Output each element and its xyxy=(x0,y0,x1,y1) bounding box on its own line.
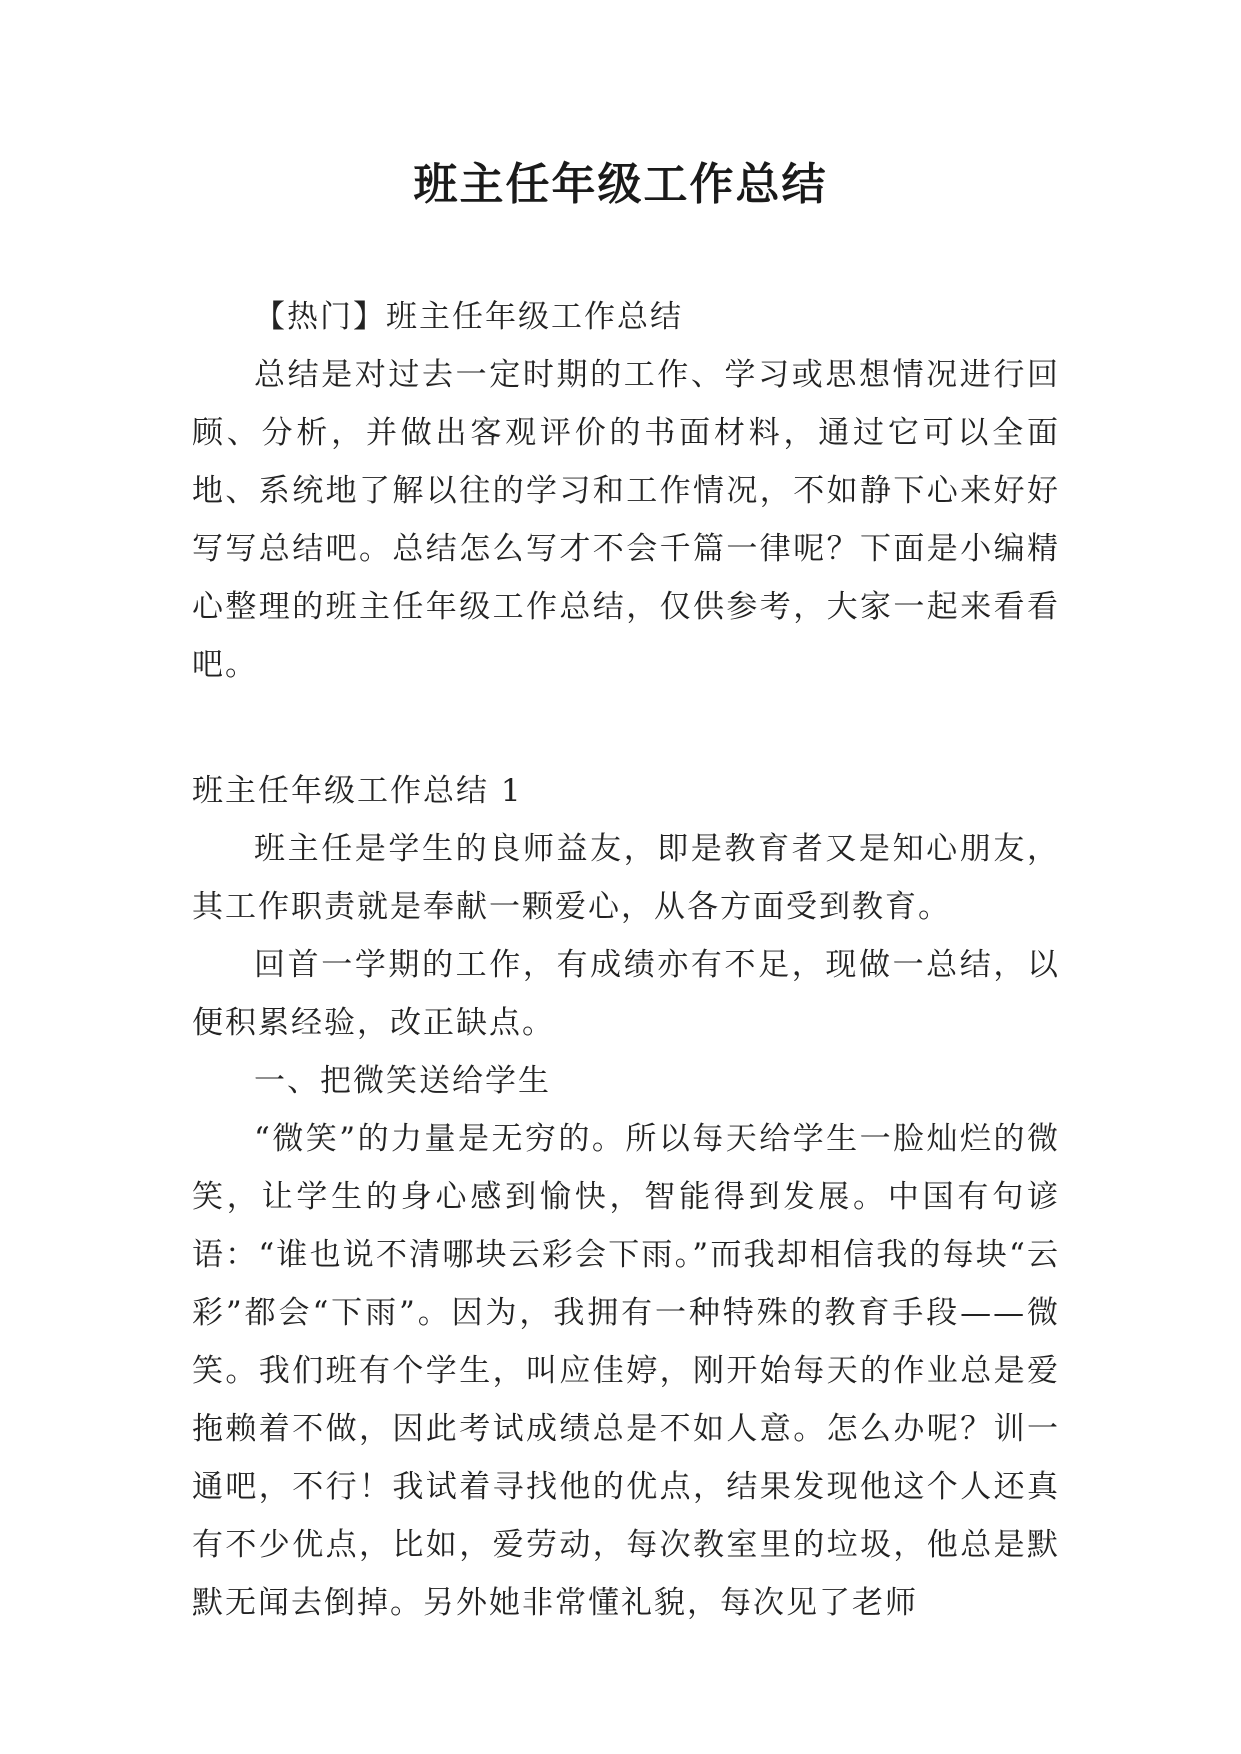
subsection-heading: 一、把微笑送给学生 xyxy=(254,1063,551,1099)
body-paragraph: “微笑”的力量是无穷的。所以每天给学生一脸灿烂的微笑，让学生的身心感到愉快，智能得到发展。中国有句谚语：“谁也说不清哪块云彩会下雨。”而我却相信我的每块“云彩”都会“下雨”。因为，我拥有一种特殊的教育手段——微笑。我们班有个学生，叫应佳婷，刚开始每天的作业总是爱拖赖着不做，因此考试成绩总是不如人意。怎么办呢？训一通吧，不行！我试着寻找他的优点，结果发现他这个人还真有不少优点，比如，爱劳动，每次教室里的垃圾，他总是默默无闻去倒掉。另外她非常懂礼貌，每次见了老师 xyxy=(192,1121,1060,1621)
document-body xyxy=(192,288,1060,1632)
body-paragraph: 回首一学期的工作，有成绩亦有不足，现做一总结，以便积累经验，改正缺点。 xyxy=(192,947,1060,1041)
body-paragraph: 班主任是学生的良师益友，即是教育者又是知心朋友，其工作职责就是奉献一颗爱心，从各方面受到教育。 xyxy=(192,831,1060,925)
intro-tag: 【热门】班主任年级工作总结 xyxy=(254,299,683,335)
intro-paragraph: 总结是对过去一定时期的工作、学习或思想情况进行回顾、分析，并做出客观评价的书面材料，通过它可以全面地、系统地了解以往的学习和工作情况，不如静下心来好好写写总结吧。总结怎么写才不会千篇一律呢？下面是小编精心整理的班主任年级工作总结，仅供参考，大家一起来看看吧。 xyxy=(192,357,1060,683)
document-title: 班主任年级工作总结 xyxy=(413,159,828,210)
section-title: 班主任年级工作总结 1 xyxy=(192,773,523,809)
